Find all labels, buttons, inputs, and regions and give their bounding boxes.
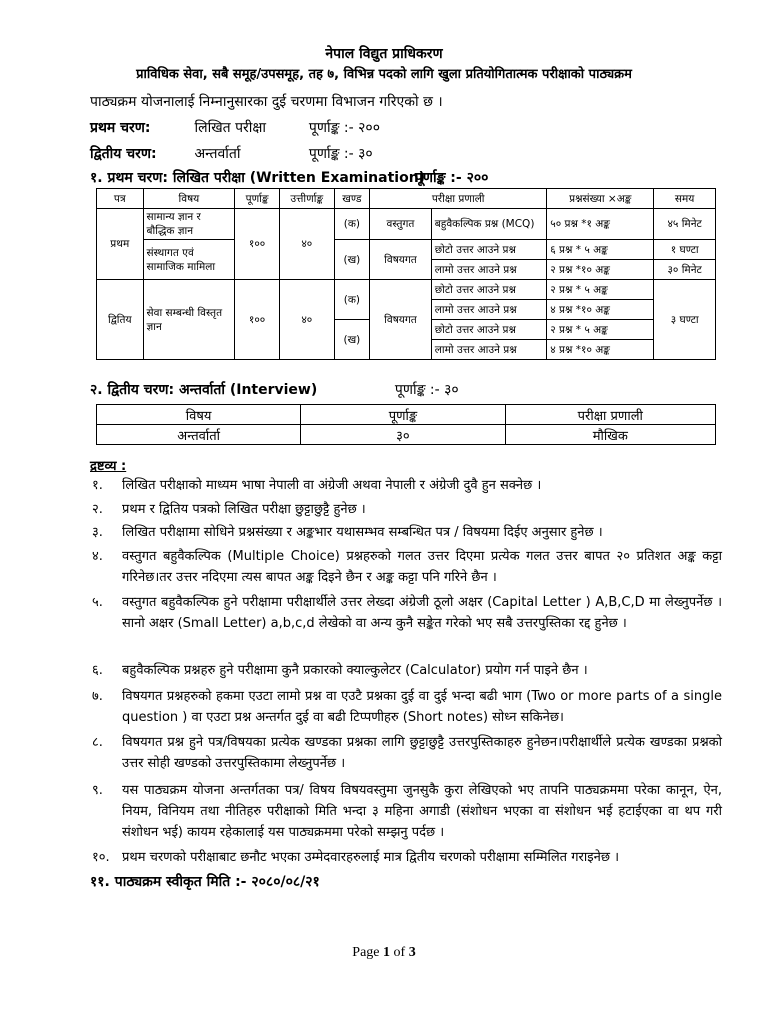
note-item bbox=[92, 546, 722, 590]
section1-heading bbox=[90, 168, 488, 187]
table-row bbox=[97, 240, 716, 260]
col-header-pass-marks: उत्तीर्णाङ्क bbox=[279, 189, 334, 209]
paper1-qty: ६ प्रश्न * ५ अङ्क bbox=[547, 240, 654, 260]
section2-marks: पूर्णाङ्क :- ३० bbox=[394, 382, 459, 398]
paper2-qty: २ प्रश्न * ५ अङ्क bbox=[547, 280, 654, 300]
paper1-pass-marks: ४० bbox=[279, 209, 334, 280]
note-item bbox=[92, 592, 722, 655]
col-header-subject: विषय bbox=[97, 405, 301, 425]
phase2-label: द्वितीय चरण: bbox=[90, 146, 157, 162]
note-number: ३. bbox=[92, 525, 103, 540]
note-item bbox=[92, 499, 722, 520]
paper1-time: ४५ मिनेट bbox=[654, 209, 716, 240]
note-text: लिखित परीक्षाको माध्यम भाषा नेपाली वा अंग्रेजी अथवा नेपाली र अंग्रेजी दुवै हुन सक्नेछ । bbox=[122, 478, 542, 493]
section1-title: १. प्रथम चरण: लिखित परीक्षा (Written Examination) bbox=[90, 170, 426, 186]
page-number: 1 bbox=[383, 945, 391, 960]
paper2-qty: २ प्रश्न * ५ अङ्क bbox=[547, 320, 654, 340]
note-text: बहुवैकल्पिक प्रश्नहरु हुने परीक्षामा कुनै प्रकारको क्याल्कुलेटर (Calculator) प्रयोग गर्न पाइने छैन । bbox=[122, 663, 588, 678]
col-header-subject: विषय bbox=[143, 189, 235, 209]
note-number: ९. bbox=[92, 783, 103, 798]
page-word: Page bbox=[352, 945, 380, 960]
paper1-full-marks: १०० bbox=[235, 209, 280, 280]
phase1-name: लिखित परीक्षा bbox=[194, 120, 267, 136]
note-item bbox=[92, 780, 722, 843]
paper2-pass-marks: ४० bbox=[279, 280, 334, 360]
notes-heading: द्रष्टव्य : bbox=[90, 459, 127, 474]
paper2-method: लामो उत्तर आउने प्रश्न bbox=[431, 340, 546, 360]
note-text: विषयगत प्रश्न हुने पत्र/विषयका प्रत्येक खण्डका प्रश्नका लागि छुट्टाछुट्टै उत्तरपुस्तिकाहरु हुनेछन।परीक्षार्थीले प्रत्येक खण्डका प्रश्नको उत्तर सोही खण्डको उत्तरपुस्तिकामा लेख्नुपर्नेछ । bbox=[122, 735, 722, 771]
note-number: ७. bbox=[92, 689, 103, 704]
table-header-row bbox=[97, 189, 716, 209]
paper1-section-b: (ख) bbox=[334, 240, 370, 280]
col-header-full-marks: पूर्णाङ्क bbox=[301, 405, 505, 425]
col-header-section: खण्ड bbox=[334, 189, 370, 209]
col-header-time: समय bbox=[654, 189, 716, 209]
note-number: ६. bbox=[92, 663, 103, 678]
phase2-marks: पूर्णाङ्क :- ३० bbox=[308, 146, 373, 162]
paper1-name: प्रथम bbox=[97, 209, 144, 280]
document-title: प्राविधिक सेवा, सबै समूह/उपसमूह, तह ७, विभिन्न पदको लागि खुला प्रतियोगितात्मक परीक्षाको पाठ्यक्रम bbox=[136, 67, 632, 82]
note-number: १. bbox=[92, 478, 103, 493]
note-number: ४. bbox=[92, 549, 103, 564]
col-header-exam-method: परीक्षा प्रणाली bbox=[505, 405, 715, 425]
paper1-type-a: वस्तुगत bbox=[370, 209, 432, 240]
interview-marks: ३० bbox=[301, 425, 505, 445]
note-text: विषयगत प्रश्नहरुको हकमा एउटा लामो प्रश्न वा एउटै प्रश्नका दुई वा दुई भन्दा बढी भाग (Two or more parts of a single question ) वा एउटा प्रश्न अन्तर्गत दुई वा बढी टिप्पणीहरु (Short notes) सोध्न सकिनेछ। bbox=[122, 689, 722, 725]
phase1-label: प्रथम चरण: bbox=[90, 120, 151, 136]
note-item bbox=[92, 732, 722, 774]
phase1-line bbox=[90, 118, 380, 137]
note-item bbox=[92, 660, 722, 681]
note-text: यस पाठ्यक्रम योजना अन्तर्गतका पत्र/ विषय विषयवस्तुमा जुनसुकै कुरा लेखिएको भए तापनि पाठ्यक्रममा परेका कानून, ऐन, नियम, विनियम तथा नीतिहरु परीक्षाको मिति भन्दा ३ महिना अगाडी (संशोधन भएका वा संशोधन भई हटाईएका वा थप गरी संशोधन भई) कायम रहेकालाई यस पाठ्यक्रममा परेको सम्झनु पर्दछ । bbox=[122, 783, 722, 840]
col-header-exam-method: परीक्षा प्रणाली bbox=[370, 189, 547, 209]
note-item bbox=[92, 475, 722, 496]
interview-table bbox=[96, 404, 716, 445]
paper1-time: १ घण्टा bbox=[654, 240, 716, 260]
intro-text: पाठ्यक्रम योजनालाई निम्नानुसारका दुई चरणमा विभाजन गरिएको छ । bbox=[90, 94, 443, 110]
paper2-section-a: (क) bbox=[334, 280, 370, 320]
interview-method: मौखिक bbox=[505, 425, 715, 445]
approval-date: ११. पाठ्यक्रम स्वीकृत मिति :- २०८०/०८/२१ bbox=[90, 874, 320, 890]
paper1-qty: ५० प्रश्न *१ अङ्क bbox=[547, 209, 654, 240]
col-header-qty-marks: प्रश्नसंख्या ×अङ्क bbox=[547, 189, 654, 209]
section1-marks: पूर्णाङ्क :- २०० bbox=[414, 170, 489, 186]
page-total: 3 bbox=[408, 945, 416, 960]
interview-subject: अन्तर्वार्ता bbox=[97, 425, 301, 445]
paper2-full-marks: १०० bbox=[235, 280, 280, 360]
col-header-full-marks: पूर्णाङ्क bbox=[235, 189, 280, 209]
note-number: ५. bbox=[92, 595, 103, 610]
col-header-paper: पत्र bbox=[97, 189, 144, 209]
table-header-row bbox=[97, 405, 716, 425]
paper2-time: ३ घण्टा bbox=[654, 280, 716, 360]
paper2-qty: ४ प्रश्न *१० अङ्क bbox=[547, 300, 654, 320]
paper2-type: विषयगत bbox=[370, 280, 432, 360]
note-item bbox=[92, 686, 722, 728]
note-number: १०. bbox=[92, 850, 110, 865]
note-number: २. bbox=[92, 502, 103, 517]
paper1-section-a: (क) bbox=[334, 209, 370, 240]
paper1-subject-a: सामान्य ज्ञान र बौद्धिक ज्ञान bbox=[143, 209, 235, 240]
phase2-name: अन्तर्वार्ता bbox=[194, 146, 241, 162]
note-item bbox=[92, 522, 722, 543]
paper2-section-b: (ख) bbox=[334, 320, 370, 360]
paper1-qty: २ प्रश्न *१० अङ्क bbox=[547, 260, 654, 280]
note-text: वस्तुगत बहुवैकल्पिक (Multiple Choice) प्रश्नहरुको गलत उत्तर दिएमा प्रत्येक गलत उत्तर बापत २० प्रतिशत अङ्क कट्टा गरिनेछ।तर उत्तर नदिएमा त्यस बापत अङ्क दिइने छैन र अङ्क कट्टा पनि गरिने छैन । bbox=[122, 549, 722, 585]
paper2-qty: ४ प्रश्न *१० अङ्क bbox=[547, 340, 654, 360]
paper2-method: छोटो उत्तर आउने प्रश्न bbox=[431, 320, 546, 340]
table-row bbox=[97, 209, 716, 240]
paper1-type-b: विषयगत bbox=[370, 240, 432, 280]
paper1-method: छोटो उत्तर आउने प्रश्न bbox=[431, 240, 546, 260]
section2-title: २. द्वितीय चरण: अन्तर्वार्ता (Interview) bbox=[90, 382, 318, 398]
phase1-marks: पूर्णाङ्क :- २०० bbox=[308, 120, 380, 136]
note-text: प्रथम चरणको परीक्षाबाट छनौट भएका उम्मेदवारहरुलाई मात्र द्वितीय चरणको परीक्षामा सम्मिलित गराइनेछ । bbox=[122, 850, 619, 865]
org-name: नेपाल विद्युत प्राधिकरण bbox=[325, 46, 443, 62]
note-item bbox=[92, 847, 722, 868]
of-word: of bbox=[393, 945, 406, 960]
paper2-method: लामो उत्तर आउने प्रश्न bbox=[431, 300, 546, 320]
section2-heading bbox=[90, 380, 459, 399]
note-text: लिखित परीक्षामा सोधिने प्रश्नसंख्या र अङ्कभार यथासम्भव सम्बन्धित पत्र / विषयमा दिईए अनुसार हुनेछ । bbox=[122, 525, 603, 540]
note-text: प्रथम र द्वितिय पत्रको लिखित परीक्षा छुट्टाछुट्टै हुनेछ । bbox=[122, 502, 366, 517]
phase2-line bbox=[90, 144, 373, 163]
paper2-subject: सेवा सम्बन्धी विस्तृत ज्ञान bbox=[143, 280, 235, 360]
table-row bbox=[97, 280, 716, 300]
paper2-method: छोटो उत्तर आउने प्रश्न bbox=[431, 280, 546, 300]
paper1-method: बहुवैकल्पिक प्रश्न (MCQ) bbox=[431, 209, 546, 240]
paper1-subject-b: संस्थागत एवं सामाजिक मामिला bbox=[143, 240, 235, 280]
table-row bbox=[97, 425, 716, 445]
paper2-name: द्वितिय bbox=[97, 280, 144, 360]
note-text: वस्तुगत बहुवैकल्पिक हुने परीक्षामा परीक्षार्थीले उत्तर लेख्दा अंग्रेजी ठूलो अक्षर (Capital Letter ) A,B,C,D मा लेख्नुपर्नेछ ।सानो अक्षर (Small Letter) a,b,c,d लेखेको वा अन्य कुनै सङ्केत गरेको भए सबै उत्तरपुस्तिका रद्द हुनेछ । bbox=[122, 595, 722, 631]
written-exam-table bbox=[96, 188, 716, 360]
paper1-time: ३० मिनेट bbox=[654, 260, 716, 280]
paper1-method: लामो उत्तर आउने प्रश्न bbox=[431, 260, 546, 280]
page-footer bbox=[0, 945, 768, 961]
note-number: ८. bbox=[92, 735, 103, 750]
